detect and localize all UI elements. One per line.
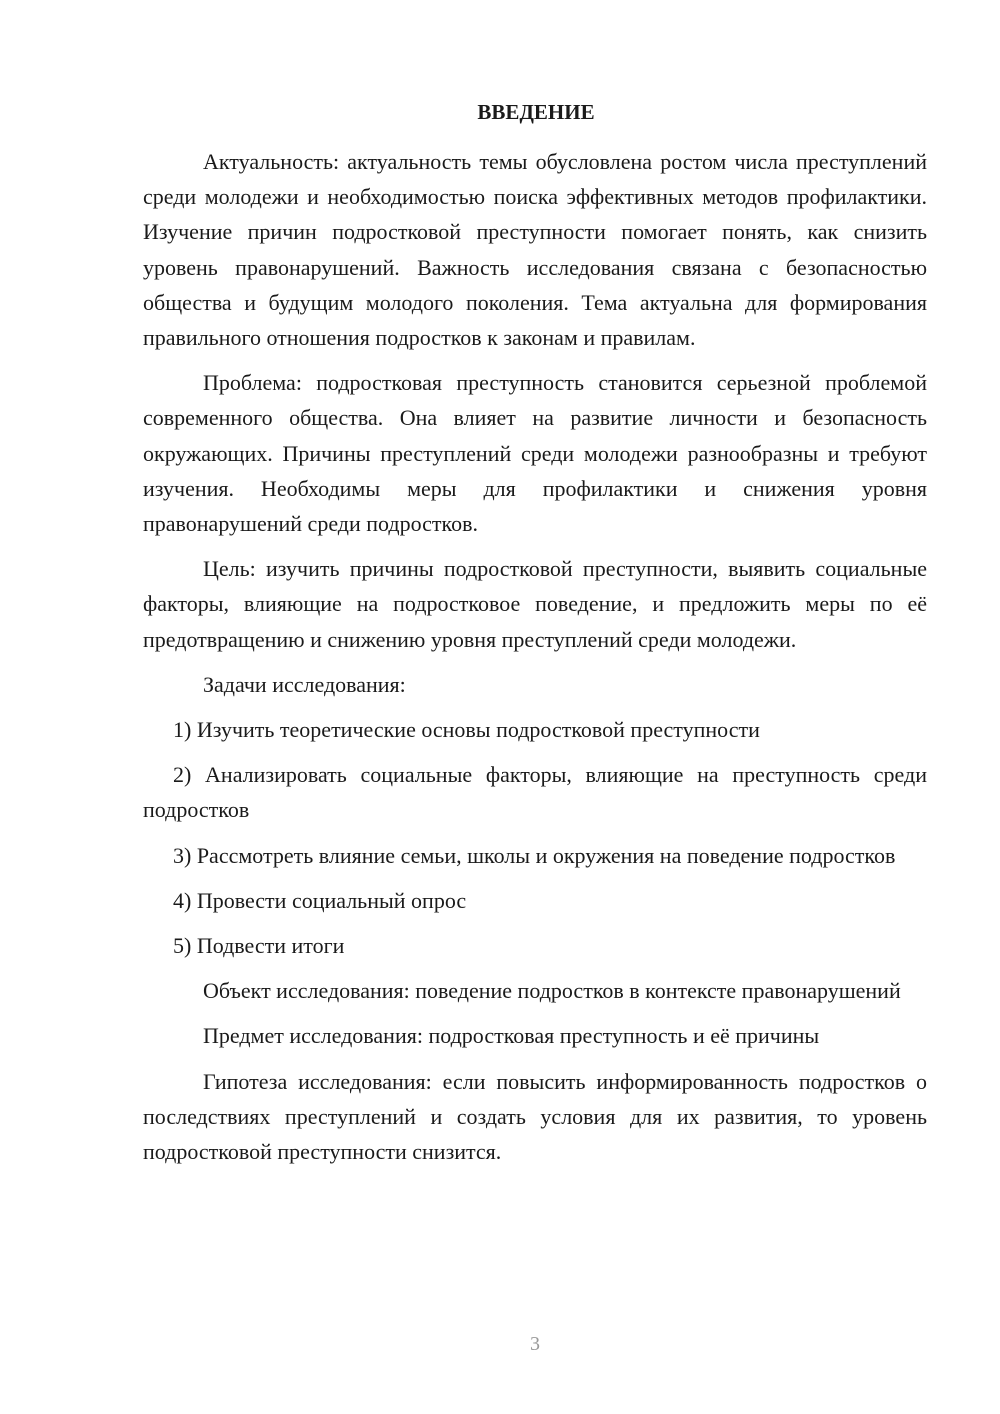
relevance-paragraph: Актуальность: актуальность темы обусловлена ростом числа преступлений среди молодежи и необходимостью поиска эффективных методов профилактики. Изучение причин подростковой преступности помогает понять, как снизить уровень правонарушений. Важность исследования связана с безопасностью общества и будущим молодого поколения. Тема актуальна для формирования правильного отношения подростков к законам и правилам. [143, 149, 927, 351]
task-item-4: 4) Провести социальный опрос [173, 887, 467, 913]
object-paragraph: Объект исследования: поведение подростков в контексте правонарушений [203, 978, 901, 1004]
subject-paragraph: Предмет исследования: подростковая преступность и её причины [203, 1023, 820, 1049]
goal-paragraph: Цель: изучить причины подростковой преступности, выявить социальные факторы, влияющие на подростковое поведение, и предложить меры по её предотвращению и снижению уровня преступлений среди молодежи. [143, 556, 927, 652]
document-body [143, 96, 927, 1179]
problem-paragraph: Проблема: подростковая преступность становится серьезной проблемой современного общества. Она влияет на развитие личности и безопасность окружающих. Причины преступлений среди молодежи разнообразны и требуют изучения. Необходимы меры для профилактики и снижения уровня правонарушений среди подростков. [143, 370, 927, 537]
task-item-5: 5) Подвести итоги [173, 933, 345, 959]
task-item-2: 2) Анализировать социальные факторы, влияющие на преступность среди подростков [143, 762, 927, 823]
task-item-3: 3) Рассмотреть влияние семьи, школы и окружения на поведение подростков [173, 842, 896, 868]
page-title: ВВЕДЕНИЕ [477, 100, 595, 124]
task-item-1: 1) Изучить теоретические основы подростковой преступности [173, 717, 760, 743]
tasks-heading: Задачи исследования: [203, 671, 406, 697]
page-number: 3 [530, 1333, 540, 1355]
hypothesis-paragraph: Гипотеза исследования: если повысить информированность подростков о последствиях преступлений и создать условия для их развития, то уровень подростковой преступности снизится. [143, 1068, 927, 1165]
